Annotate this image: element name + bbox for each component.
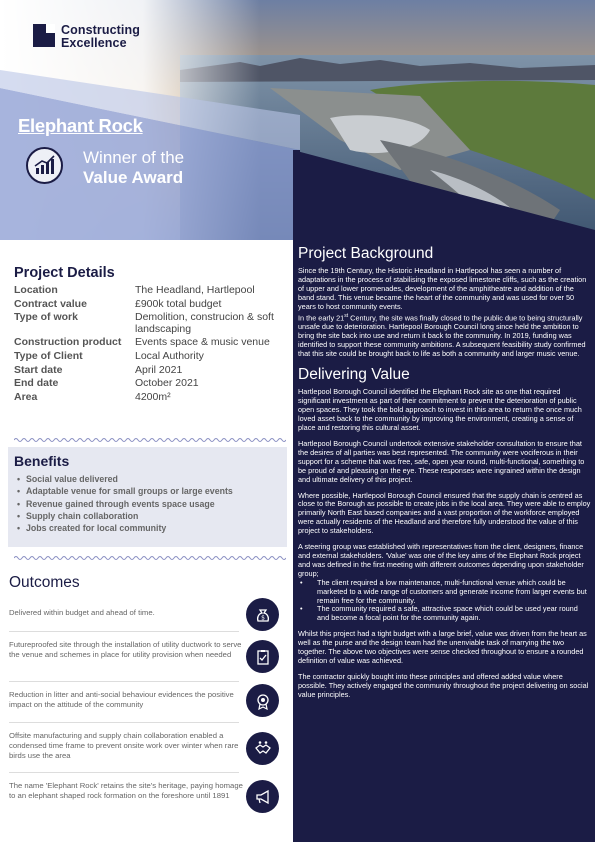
detail-label: Area xyxy=(14,390,38,403)
benefits-box xyxy=(8,447,287,547)
benefit-item: • Social value delivered xyxy=(14,473,287,485)
benefit-item: • Jobs created for local community xyxy=(14,522,287,534)
detail-row xyxy=(14,378,286,390)
outcome-text: Offsite manufacturing and supply chain collaboration enabled a condensed time frame to prevent onsite work over winter when rare birds use the area xyxy=(9,731,239,760)
value-bullet: • The client required a low maintenance, multi-functional venue which could be marketed to a wide range of customers and generate income from larger events but remain free for the community. xyxy=(298,579,591,606)
wavy-divider xyxy=(14,555,286,561)
detail-value: Demolition, construcion & soft landscaping xyxy=(135,311,274,335)
value-paragraph: The contractor quickly bought into these principles and offered added value where possible. They actively engaged the community throughout the project delivering on social value principles. xyxy=(298,671,589,699)
project-title: Elephant Rock xyxy=(18,115,143,136)
detail-label: End date xyxy=(14,377,59,390)
detail-value: 4200m² xyxy=(135,390,171,403)
outcome-divider xyxy=(9,631,239,632)
detail-row xyxy=(14,285,286,297)
detail-row xyxy=(14,392,286,404)
narrative-panel xyxy=(293,240,595,842)
detail-value: Local Authority xyxy=(135,349,204,362)
background-paragraph: Since the 19th Century, the Historic Headland in Hartlepool has seen a number of adaptations in the process of stabilising the exposed limestone cliffs, such as the creation of upper and lower promenades, development of the amphitheatre and addition of the band stand. This venue became the heart of the community and was used for over 50 years to host community events. xyxy=(298,266,587,311)
wavy-divider xyxy=(14,437,286,443)
benefit-item: • Adaptable venue for small groups or large events xyxy=(14,485,287,497)
outcome-divider xyxy=(9,681,239,682)
award-title xyxy=(83,148,184,188)
megaphone-icon xyxy=(246,780,279,813)
value-paragraph: A steering group was established with representatives from the client, designers, finance and external stakeholders. 'Value' was one of the key aims of the Elephant Rock project and was defined in the first meeting with different outcomes depending upon stakeholder group; xyxy=(298,542,584,578)
background-paragraph: In the early 21st Century, the site was finally closed to the public due to being structurally unsafe due to deterioration. Hartlepool Borough Council long since held the ambition to bring the site back into use and return it back to the community. In 2019, funding was identified to support these community ambitions. A subsequent feasibility study confirmed that this site could be brought back to life as both a community and larger music venue. xyxy=(298,312,586,358)
value-bullet: • The community required a safe, attractive space which could be used year round and become a focal point for the community again. xyxy=(298,605,591,623)
outcome-text: The name 'Elephant Rock' retains the site's heritage, paying homage to an elephant shaped rock formation on the foreshore until 1891 xyxy=(9,781,243,800)
value-paragraph: Where possible, Hartlepool Borough Council ensured that the supply chain is centred as close to the Borough as possible to create jobs in the local area. They were able to employ primarily North East based companies and a vast proportion of the workforce employed were actually residents of the Headland and therefore fully understood the value of this project to stakeholders. xyxy=(298,490,591,536)
detail-row xyxy=(14,365,286,377)
money-bag-icon xyxy=(246,598,279,631)
outcome-text: Reduction in litter and anti-social behaviour evidences the positive impact on the attitude of the community xyxy=(9,690,234,709)
detail-label: Type of Client xyxy=(14,349,83,362)
value-paragraph: Hartlepool Borough Council undertook extensive stakeholder consultation to ensure that the desires of all parties was best represented. The community were vociferous in their support for a scheme that was free, safe, open year round, multi-functional, something to be proud of and pleasing on the eye. These responses were ingrained within the design and ultimate delivery of this project. xyxy=(298,439,585,484)
outcome-text: Delivered within budget and ahead of time. xyxy=(9,608,155,617)
value-paragraph: Hartlepool Borough Council identified the Elephant Rock site as one that required significant investment as part of their commitment to prevent the deterioration of public open spaces. They took the bold approach to invest in this area to return the once much loved asset back to the community by improving the environment, creating a sense of place and restoring this cultural asset. xyxy=(298,387,582,433)
outcome-text: Futureproofed site through the installation of utility ductwork to serve the venue and schemes in place for utility provision when needed xyxy=(9,640,242,659)
detail-value: £900k total budget xyxy=(135,297,222,310)
logo-line-1: Constructing xyxy=(61,23,140,37)
company-logo xyxy=(33,24,140,50)
detail-row xyxy=(14,299,286,311)
detail-label: Type of work xyxy=(14,311,78,324)
logo-mark-icon xyxy=(33,24,55,47)
benefits-list xyxy=(14,473,287,534)
background-heading: Project Background xyxy=(298,245,434,262)
outcome-divider xyxy=(9,722,239,723)
project-details xyxy=(14,265,286,405)
value-paragraph: Whilst this project had a tight budget with a large brief, value was driven from the heart as well as the purse and the design team had the unenviable task of marrying the two together. The above two objectives were sense checked throughout to ensure a rounded definition of value was achieved. xyxy=(298,629,587,665)
benefits-heading: Benefits xyxy=(14,453,70,469)
benefit-item: • Supply chain collaboration xyxy=(14,510,287,522)
clipboard-check-icon xyxy=(246,640,279,673)
award-line-1: Winner of the xyxy=(83,148,185,167)
detail-label: Location xyxy=(14,284,58,296)
outcome-divider xyxy=(9,772,239,773)
svg-text:$: $ xyxy=(260,614,265,621)
detail-value: Events space & music venue xyxy=(135,336,270,349)
detail-label: Start date xyxy=(14,363,63,376)
detail-row xyxy=(14,351,286,363)
logo-line-2: Excellence xyxy=(61,36,127,50)
award-badge-icon xyxy=(246,684,279,717)
handshake-icon xyxy=(246,732,279,765)
detail-value: The Headland, Hartlepool xyxy=(135,284,255,296)
value-heading: Delivering Value xyxy=(298,366,410,384)
project-details-heading: Project Details xyxy=(14,265,115,281)
project-details-table xyxy=(14,285,286,403)
detail-row xyxy=(14,312,286,335)
outcomes-heading: Outcomes xyxy=(9,574,80,591)
detail-value: October 2021 xyxy=(135,377,199,390)
detail-label: Construction product xyxy=(14,336,122,349)
award-line-2: Value Award xyxy=(83,168,184,187)
detail-row xyxy=(14,337,286,349)
benefit-item: • Revenue gained through events space usage xyxy=(14,498,287,510)
award-chart-icon xyxy=(26,147,63,184)
detail-label: Contract value xyxy=(14,297,87,310)
detail-value: April 2021 xyxy=(135,363,183,376)
